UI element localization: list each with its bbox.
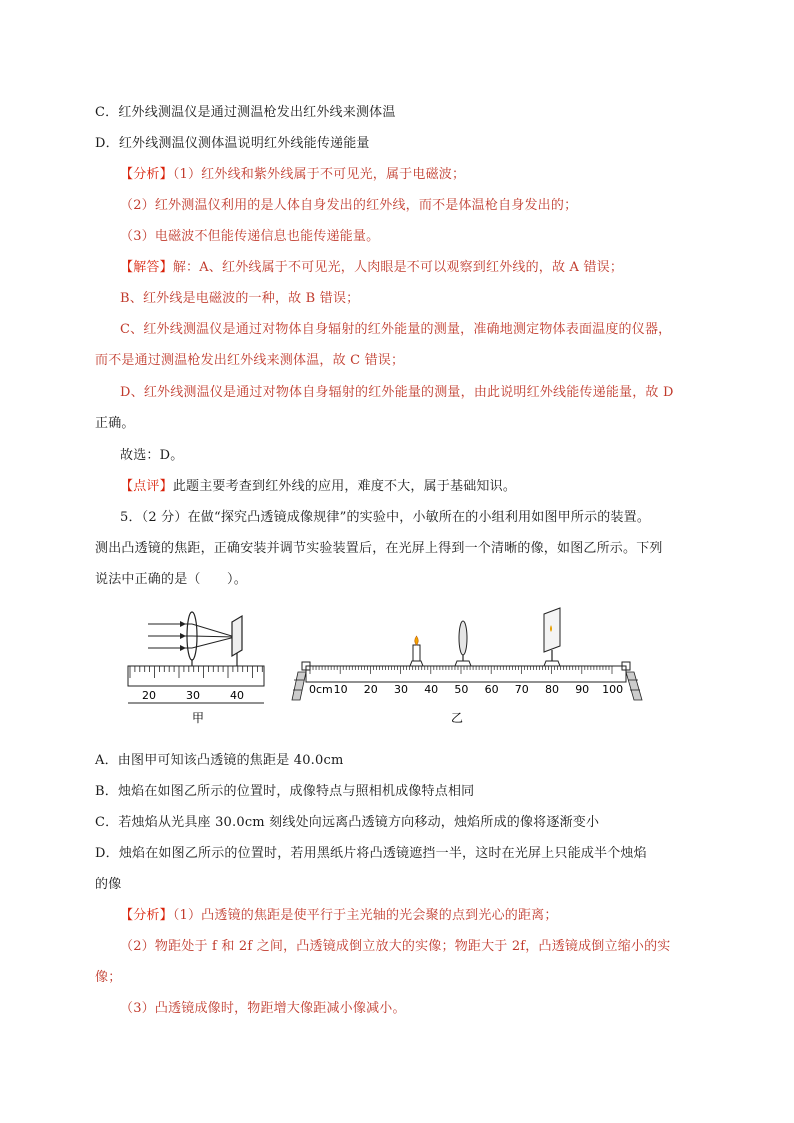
optical-bench: [306, 666, 626, 682]
question-5-line-3: 说法中正确的是（ ）。: [95, 572, 247, 587]
solution-b: B、红外线是电磁波的一种，故 B 错误；: [120, 291, 360, 306]
figure-yi: [292, 608, 642, 725]
bench-tick-label: 0cm: [309, 683, 333, 696]
bench-tick-label: 100: [602, 683, 624, 696]
jia-tick-label: 20: [142, 689, 156, 702]
analysis-5-3: （3）凸透镜成像时，物距增大像距减小像减小。: [120, 1001, 406, 1016]
bench-tick-label: 30: [394, 683, 408, 696]
analysis-tag: 【分析】: [120, 167, 173, 182]
answer-choice: 故选：D。: [120, 448, 184, 463]
analysis-2: （2）红外测温仪利用的是人体自身发出的红外线，而不是体温枪自身发出的；: [120, 198, 578, 213]
bench-tick-label: 20: [363, 683, 378, 696]
bench-tick-label: 80: [545, 683, 559, 696]
solution-a-text: 解：A、红外线属于不可见光，人肉眼是不可以观察到红外线的，故 A 错误；: [172, 260, 624, 275]
screen-icon: [544, 608, 560, 666]
analysis-1-text: （1）红外线和紫外线属于不可见光，属于电磁波；: [172, 167, 466, 182]
question-5-line-1: 5．（2 分）在做“探究凸透镜成像规律”的实验中，小敏所在的小组利用如图甲所示的装置。: [120, 510, 651, 525]
jia-tick-label: 40: [230, 689, 244, 702]
ruler-jia: [128, 666, 264, 686]
bench-tick-label: 70: [514, 683, 529, 696]
solution-c-1: C、红外线测温仪是通过对物体自身辐射的红外能量的测量，准确地测定物体表面温度的仪器，: [120, 322, 672, 337]
bench-tick-label: 50: [454, 683, 469, 696]
analysis-5-2b: 像；: [95, 970, 122, 985]
review: [120, 478, 705, 496]
analysis-1: [120, 166, 705, 184]
bench-tick-label: 90: [575, 683, 590, 696]
option-5d-1: D．烛焰在如图乙所示的位置时，若用黑纸片将凸透镜遮挡一半，这时在光屏上只能成半个烛焰: [95, 846, 647, 861]
figure-jia: [128, 612, 264, 725]
review-tag: 【点评】: [120, 479, 173, 494]
lens-icon: [455, 621, 471, 666]
bench-tick-label: 60: [484, 683, 499, 696]
analysis-5-1-text: （1）凸透镜的焦距是使平行于主光轴的光会聚的点到光心的距离；: [172, 908, 558, 923]
analysis-5-1: [120, 907, 705, 925]
optics-figure-svg: [120, 600, 650, 735]
option-5d-2: 的像: [95, 877, 122, 892]
screen-icon: [232, 616, 242, 656]
solution-d-1: D、红外线测温仪是通过对物体自身辐射的红外能量的测量，由此说明红外线能传递能量，故 D: [120, 385, 674, 400]
review-text: 此题主要考查到红外线的应用，难度不大，属于基础知识。: [172, 479, 517, 494]
option-d: D．红外线测温仪测体温说明红外线能传递能量: [95, 136, 370, 151]
solution-tag: 【解答】: [120, 260, 173, 275]
optics-figure: [120, 600, 650, 735]
candle-icon: [410, 636, 423, 666]
option-5c: C．若烛焰从光具座 30.0cm 刻线处向远离凸透镜方向移动，烛焰所成的像将逐渐变小: [95, 815, 600, 830]
option-c: C．红外线测温仪是通过测温枪发出红外线来测体温: [95, 105, 396, 120]
solution-d-2: 正确。: [95, 416, 135, 431]
solution-c-2: 而不是通过测温枪发出红外线来测体温，故 C 错误；: [95, 353, 405, 368]
solution-a: [120, 259, 705, 277]
bench-tick-label: 10: [333, 683, 348, 696]
jia-tick-label: 30: [186, 689, 200, 702]
analysis-5-tag: 【分析】: [120, 908, 173, 923]
bench-tick-label: 40: [424, 683, 439, 696]
question-5-line-2: 测出凸透镜的焦距，正确安装并调节实验装置后，在光屏上得到一个清晰的像，如图乙所示。下列: [95, 541, 663, 556]
option-5b: B．烛焰在如图乙所示的位置时，成像特点与照相机成像特点相同: [95, 784, 475, 799]
figure-yi-label: 乙: [451, 711, 464, 725]
analysis-5-2a: （2）物距处于 f 和 2f 之间，凸透镜成倒立放大的实像；物距大于 2f，凸透镜成倒立缩小的实: [120, 939, 671, 954]
analysis-3: （3）电磁波不但能传递信息也能传递能量。: [120, 229, 380, 244]
option-5a: A．由图甲可知该凸透镜的焦距是 40.0cm: [95, 753, 344, 768]
figure-jia-label: 甲: [192, 711, 205, 725]
